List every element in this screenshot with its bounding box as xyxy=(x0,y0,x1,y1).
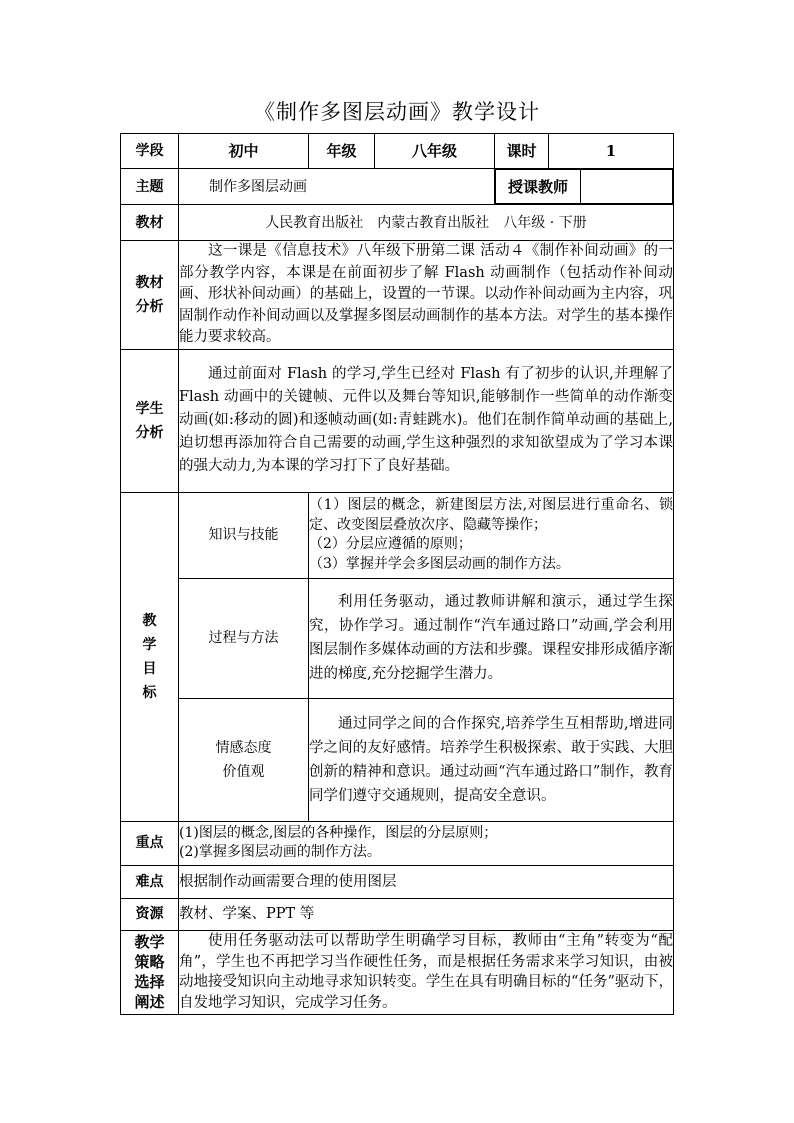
process-label: 过程与方法 xyxy=(179,578,309,698)
analysis-label-2: 分析 xyxy=(135,298,164,315)
difficulty-row xyxy=(121,865,674,898)
resources-label: 资源 xyxy=(121,898,179,930)
stage-label: 学段 xyxy=(121,134,179,169)
topic-text: 制作多图层动画 xyxy=(209,178,307,195)
teacher-value xyxy=(581,170,673,204)
strategy-label-4: 阐述 xyxy=(134,993,165,1011)
strategy-label-1: 教学 xyxy=(134,933,165,951)
goals-label-2: 学 xyxy=(142,636,157,653)
process-text: 利用任务驱动，通过教师讲解和演示，通过学生探究，协作学习。通过制作“汽车通过路口”动画,学会利用图层制作多媒体动画的方法和步骤。课程安排形成循序渐进的梯度,充分挖掘学生潜力。 xyxy=(309,578,674,698)
emotion-text: 通过同学之间的合作探究,培养学生互相帮助,增进同学之间的友好感情。培养学生积极探索、敢于实践、大胆创新的精神和意识。通过动画“汽车通过路口”制作，教育同学们遵守交通规则，提高安全意识。 xyxy=(309,698,674,821)
knowledge-label: 知识与技能 xyxy=(179,492,309,578)
analysis-text: 这一课是《信息技术》八年级下册第二课 活动４《制作补间动画》的一部分教学内容，本课是在前面初步了解 Flash 动画制作（包括动作补间动画、形状补间动画）的基础上，设置的一节课。以动作补间动画为主内容，巩固制作动作补间动画以及掌握多图层动画制作的基本方法。对学生的基本操作能力要求较高。 xyxy=(179,241,674,350)
topic-row xyxy=(121,169,674,205)
analysis-label-1: 教材 xyxy=(135,274,164,291)
students-row xyxy=(121,349,674,492)
goals-label-1: 教 xyxy=(142,612,157,629)
knowledge-text xyxy=(309,492,674,578)
topic-label: 主题 xyxy=(121,169,179,205)
grade-label: 年级 xyxy=(309,134,375,169)
grade-value: 八年级 xyxy=(375,134,495,169)
strategy-row xyxy=(121,930,674,1014)
resources-row xyxy=(121,898,674,930)
difficulty-text: 根据制作动画需要合理的使用图层 xyxy=(179,865,674,898)
goals-emotion-row xyxy=(121,698,674,821)
topic-value xyxy=(179,169,495,205)
knowledge-line-2: （2）分层应遵循的原则； xyxy=(309,536,472,552)
difficulty-label: 难点 xyxy=(121,865,179,898)
analysis-row xyxy=(121,241,674,350)
students-text: 通过前面对 Flash 的学习,学生已经对 Flash 有了初步的认识,并理解了 Flash 动画中的关键帧、元件以及舞台等知识,能够制作一些简单的动作渐变动画(如:移动的圆)和逐帧动画(如:青蛙跳水)。他们在制作简单动画的基础上,迫切想再添加符合自己需要的动画,学生这种强烈的求知欲望成为了学习本课的强大动力,为本课的学习打下了良好基础。 xyxy=(179,349,674,492)
goals-process-row xyxy=(121,578,674,698)
knowledge-line-1: （1）图层的概念，新建图层方法,对图层进行重命名、锁定、改变图层叠放次序、隐藏等操作； xyxy=(309,497,673,533)
students-label-1: 学生 xyxy=(135,400,164,417)
textbook-value: 人民教育出版社 内蒙古教育出版社 八年级 · 下册 xyxy=(179,205,674,241)
goals-knowledge-row xyxy=(121,492,674,578)
teacher-subtable xyxy=(495,169,673,204)
knowledge-line-3: （3）掌握并学会多图层动画的制作方法。 xyxy=(309,555,570,572)
keypoints-line-1: (1)图层的概念,图层的各种操作，图层的分层原则； xyxy=(179,825,498,841)
goals-label xyxy=(121,492,179,821)
emotion-label xyxy=(179,698,309,821)
strategy-label-2: 策略 xyxy=(134,953,165,971)
teacher-cell xyxy=(495,169,674,205)
analysis-label xyxy=(121,241,179,350)
goals-label-4: 标 xyxy=(142,684,157,701)
textbook-label: 教材 xyxy=(121,205,179,241)
emotion-label-2: 价值观 xyxy=(222,763,265,780)
resources-text: 教材、学案、PPT 等 xyxy=(179,898,674,930)
stage-value: 初中 xyxy=(179,134,309,169)
textbook-row xyxy=(121,205,674,241)
goals-label-3: 目 xyxy=(142,660,157,677)
strategy-label-3: 选择 xyxy=(134,973,165,991)
keypoints-text xyxy=(179,821,674,865)
students-label xyxy=(121,349,179,492)
lesson-plan-table xyxy=(120,133,674,1015)
strategy-label xyxy=(121,930,179,1014)
document-title: 《制作多图层动画》教学设计 xyxy=(254,100,540,124)
info-row xyxy=(121,134,674,169)
emotion-label-1: 情感态度 xyxy=(215,739,272,756)
teacher-label: 授课教师 xyxy=(496,170,581,204)
keypoints-label: 重点 xyxy=(121,821,179,865)
hours-value: 1 xyxy=(549,134,674,169)
hours-label: 课时 xyxy=(495,134,549,169)
keypoints-row xyxy=(121,821,674,865)
students-label-2: 分析 xyxy=(135,424,164,441)
strategy-text: 使用任务驱动法可以帮助学生明确学习目标，教师由“主角”转变为“配角”，学生也不再把学习当作硬性任务，而是根据任务需求来学习知识，由被动地接受知识向主动地寻求知识转变。学生在具有明确目标的“任务”驱动下，自发地学习知识，完成学习任务。 xyxy=(179,930,674,1014)
keypoints-line-2: (2)掌握多图层动画的制作方法。 xyxy=(179,844,381,860)
